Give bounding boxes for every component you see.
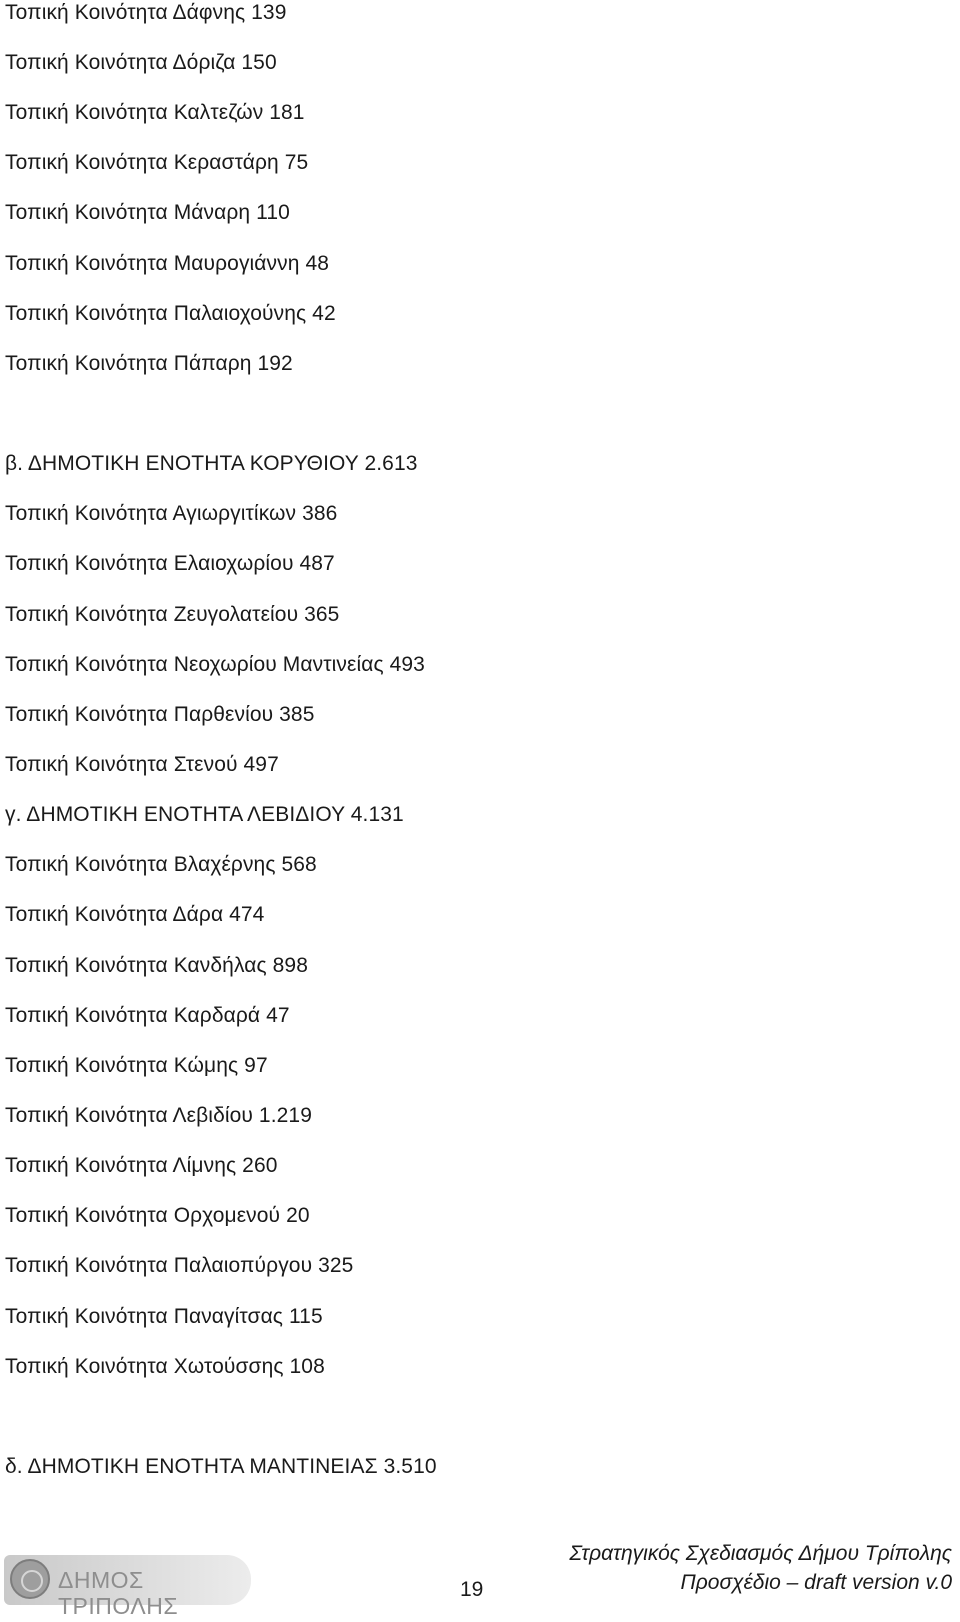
list-item: Τοπική Κοινότητα Μαυρογιάννη 48 bbox=[5, 252, 330, 275]
document-version: Προσχέδιο – draft version v.0 bbox=[680, 1571, 952, 1594]
list-item: Τοπική Κοινότητα Παλαιοχούνης 42 bbox=[5, 302, 336, 325]
list-item: Τοπική Κοινότητα Μάναρη 110 bbox=[5, 201, 290, 224]
list-item: Τοπική Κοινότητα Χωτούσσης 108 bbox=[5, 1355, 325, 1378]
list-item: Τοπική Κοινότητα Νεοχωρίου Μαντινείας 493 bbox=[5, 653, 425, 676]
list-item: Τοπική Κοινότητα Καρδαρά 47 bbox=[5, 1004, 290, 1027]
logo-text: ΔΗΜΟΣ ΤΡΙΠΟΛΗΣ bbox=[58, 1567, 179, 1619]
list-item: Τοπική Κοινότητα Ορχομενού 20 bbox=[5, 1204, 310, 1227]
list-item: Τοπική Κοινότητα Λίμνης 260 bbox=[5, 1154, 278, 1177]
list-item: Τοπική Κοινότητα Δόριζα 150 bbox=[5, 51, 277, 74]
list-item: Τοπική Κοινότητα Κώμης 97 bbox=[5, 1054, 268, 1077]
section-heading: δ. ΔΗΜΟΤΙΚΗ ΕΝΟΤΗΤΑ ΜΑΝΤΙΝΕΙΑΣ 3.510 bbox=[5, 1455, 437, 1478]
municipality-logo bbox=[4, 1555, 251, 1619]
list-item: Τοπική Κοινότητα Παλαιοπύργου 325 bbox=[5, 1254, 354, 1277]
seal-icon bbox=[10, 1559, 50, 1599]
list-item: Τοπική Κοινότητα Δάρα 474 bbox=[5, 903, 265, 926]
list-item: Τοπική Κοινότητα Παρθενίου 385 bbox=[5, 703, 315, 726]
list-item: Τοπική Κοινότητα Πάπαρη 192 bbox=[5, 352, 293, 375]
page-number: 19 bbox=[460, 1578, 484, 1601]
list-item: Τοπική Κοινότητα Παναγίτσας 115 bbox=[5, 1305, 323, 1328]
list-item: Τοπική Κοινότητα Καλτεζών 181 bbox=[5, 101, 305, 124]
document-title: Στρατηγικός Σχεδιασμός Δήμου Τρίπολης bbox=[569, 1542, 952, 1565]
list-item: Τοπική Κοινότητα Στενού 497 bbox=[5, 753, 279, 776]
section-heading: β. ΔΗΜΟΤΙΚΗ ΕΝΟΤΗΤΑ ΚΟΡΥΘΙΟΥ 2.613 bbox=[5, 452, 418, 475]
list-item: Τοπική Κοινότητα Αγιωργιτίκων 386 bbox=[5, 502, 338, 525]
list-item: Τοπική Κοινότητα Λεβιδίου 1.219 bbox=[5, 1104, 312, 1127]
list-item: Τοπική Κοινότητα Βλαχέρνης 568 bbox=[5, 853, 317, 876]
list-item: Τοπική Κοινότητα Κανδήλας 898 bbox=[5, 954, 308, 977]
list-item: Τοπική Κοινότητα Κεραστάρη 75 bbox=[5, 151, 309, 174]
list-item: Τοπική Κοινότητα Ελαιοχωρίου 487 bbox=[5, 552, 335, 575]
list-item: Τοπική Κοινότητα Δάφνης 139 bbox=[5, 1, 287, 24]
list-item: Τοπική Κοινότητα Ζευγολατείου 365 bbox=[5, 603, 340, 626]
section-heading: γ. ΔΗΜΟΤΙΚΗ ΕΝΟΤΗΤΑ ΛΕΒΙΔΙΟΥ 4.131 bbox=[5, 803, 404, 826]
